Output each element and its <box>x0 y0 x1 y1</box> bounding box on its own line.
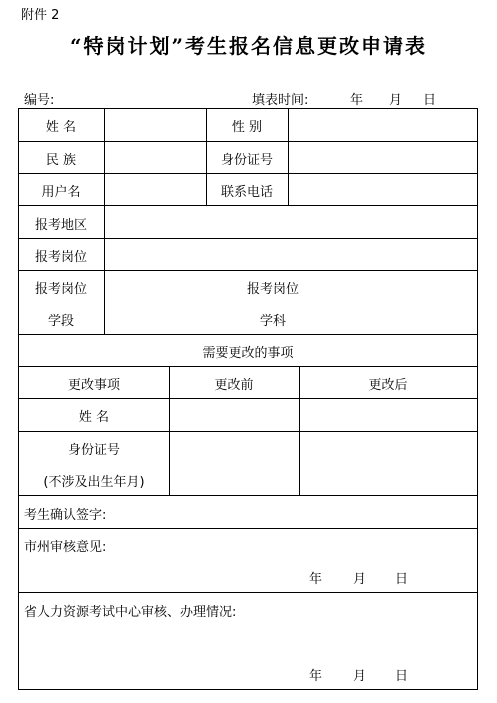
label-position-stage-line2: 学段 <box>47 314 75 329</box>
province-year: 年 <box>309 669 323 684</box>
province-day: 日 <box>395 669 409 684</box>
header-day: 日 <box>423 93 437 108</box>
changes-section-title: 需要更改的事项 <box>202 346 294 361</box>
city-review-day: 日 <box>395 572 409 587</box>
table-line <box>104 108 105 334</box>
table-line <box>206 108 207 205</box>
fill-time-label: 填表时间: <box>252 93 309 108</box>
label-username: 用户名 <box>41 185 81 200</box>
label-name: 姓 名 <box>45 120 77 135</box>
col-before: 更改前 <box>214 378 254 393</box>
label-phone: 联系电话 <box>220 185 274 200</box>
table-line <box>18 205 478 206</box>
table-line <box>18 689 478 690</box>
header-month: 月 <box>389 93 403 108</box>
col-change-item: 更改事项 <box>67 378 121 393</box>
city-review-year: 年 <box>309 572 323 587</box>
table-line <box>169 366 170 495</box>
attachment-label: 附件 2 <box>21 8 60 23</box>
label-position-subject-line1: 报考岗位 <box>246 282 300 297</box>
city-review-label: 市州审核意见: <box>24 540 107 555</box>
city-review-month: 月 <box>353 572 367 587</box>
table-line <box>18 528 478 529</box>
label-position-stage-line1: 报考岗位 <box>34 282 88 297</box>
province-month: 月 <box>353 669 367 684</box>
label-region: 报考地区 <box>34 218 88 233</box>
table-line <box>18 398 478 399</box>
table-line <box>18 108 478 109</box>
table-line <box>299 366 300 495</box>
change-item-id-line2: (不涉及出生年月) <box>43 475 145 490</box>
table-line <box>18 334 478 335</box>
candidate-signature-label: 考生确认签字: <box>24 508 107 523</box>
change-item-name: 姓 名 <box>78 410 110 425</box>
change-item-id-line1: 身份证号 <box>67 443 121 458</box>
table-line <box>18 108 19 690</box>
table-line <box>18 141 478 142</box>
table-line <box>18 270 478 271</box>
serial-label: 编号: <box>24 93 55 108</box>
label-position-subject-line2: 学科 <box>259 314 287 329</box>
table-line <box>18 173 478 174</box>
header-year: 年 <box>350 93 364 108</box>
table-line <box>18 366 478 367</box>
label-position: 报考岗位 <box>34 250 88 265</box>
table-line <box>18 238 478 239</box>
table-line <box>18 431 478 432</box>
table-line <box>18 495 478 496</box>
table-line <box>18 592 478 593</box>
label-id-number: 身份证号 <box>220 153 274 168</box>
col-after: 更改后 <box>368 378 408 393</box>
table-line <box>288 108 289 205</box>
label-gender: 性 别 <box>231 120 263 135</box>
label-ethnicity: 民 族 <box>45 153 77 168</box>
table-line <box>477 108 478 690</box>
form-title: “特岗计划”考生报名信息更改申请表 <box>69 34 427 58</box>
province-processing-label: 省人力资源考试中心审核、办理情况: <box>24 605 237 620</box>
